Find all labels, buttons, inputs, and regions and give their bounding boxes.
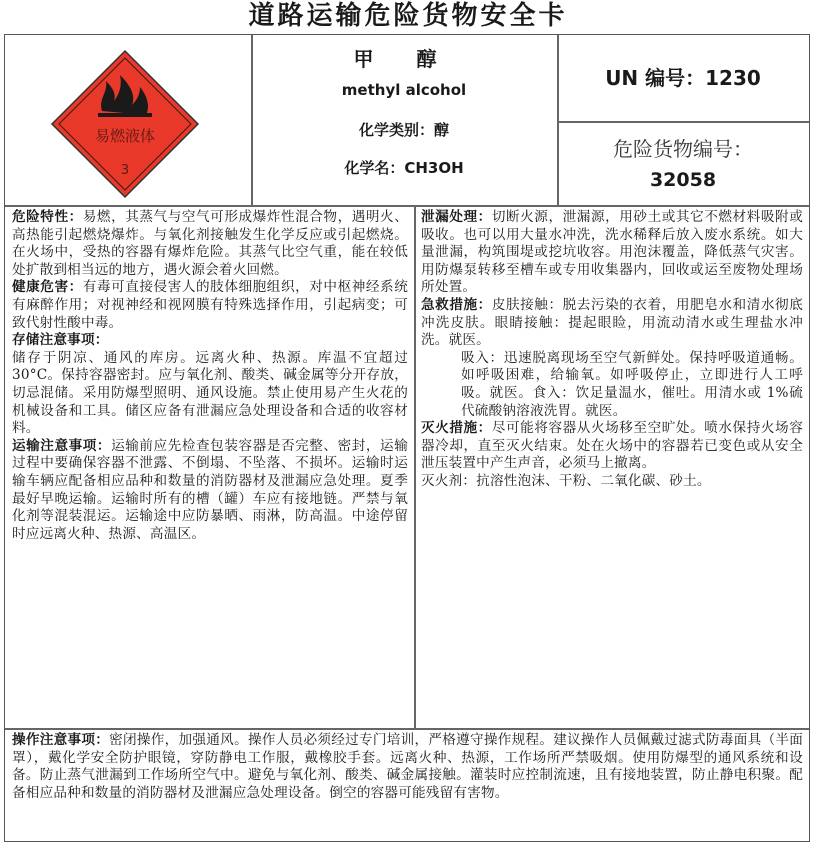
- storage-heading: 存储注意事项：: [12, 332, 109, 349]
- chemical-name-en: methyl alcohol: [341, 81, 467, 99]
- fire-section: [421, 420, 803, 473]
- firstaid-heading: 急救措施：: [421, 296, 492, 313]
- health-section: [12, 279, 408, 332]
- operation-text: 密闭操作，加强通风。操作人员必须经过专门培训，严格遵守操作规程。建议操作人员佩戴过滤式防毒面具（半面罩），戴化学安全防护眼镜，穿防静电工作服，戴橡胶手套。远离火种、热源，工作场所严禁吸烟。使用防爆型的通风系统和设备。防止蒸气泄漏到工作场所空气中。避免与氧化剂、酸类、碱金属接触。灌装时应控制流速，且有接地装置，防止静电积聚。配备相应品种和数量的消防器材及泄漏应急处理设备。倒空的容器可能残留有害物。: [12, 732, 803, 801]
- chemical-name-cn: 甲 醇: [353, 47, 455, 71]
- leak-section: [421, 209, 803, 297]
- firstaid-section: [421, 297, 803, 350]
- left-column: [5, 205, 414, 728]
- firstaid-inhale-section: [421, 350, 803, 420]
- safety-card: [4, 34, 810, 842]
- extinguish-text: 灭火剂：抗溶性泡沫、干粉、二氧化碳、砂土。: [421, 472, 711, 489]
- dg-label: 危险货物编号：: [613, 137, 753, 161]
- hazard-label: 易燃液体: [94, 127, 155, 145]
- un-number: UN 编号：1230: [605, 66, 761, 90]
- operation-heading: 操作注意事项：: [12, 732, 110, 748]
- hazard-class-number: 3: [120, 163, 130, 178]
- health-text: 有毒可直接侵害人的肢体细胞组织，对中枢神经系统有麻醉作用；对视神经和视网膜有特殊选择作用，引起病变；可致代射性酸中毒。: [12, 279, 408, 331]
- operation-section: [5, 728, 809, 841]
- leak-heading: 泄漏处理：: [421, 209, 492, 225]
- storage-text: 储存于阴凉、通风的库房。远离火种、热源。库温不宜超过 30°C。保持容器密封。应与氧化剂、酸类、碱金属等分开存放，切忌混储。采用防爆型照明、通风设施。禁止使用易产生火花的机械设备和工具。储区应备有泄漏应急处理设备和合适的收容材料。: [12, 349, 408, 437]
- hazard-sign: [5, 35, 251, 205]
- transport-section: [12, 438, 408, 544]
- extinguish-section: [421, 473, 803, 491]
- danger-heading: 危险特性：: [12, 209, 83, 225]
- fire-heading: 灭火措施：: [421, 420, 492, 437]
- health-heading: 健康危害：: [12, 279, 83, 296]
- page-title: 道路运输危险货物安全卡: [248, 1, 568, 31]
- chemical-formula: 化学名：CH3OH: [344, 159, 464, 177]
- fire-text: 尽可能将容器从火场移至空旷处。喷水保持火场容器冷却，直至灭火结束。处在火场中的容器若已变色或从安全泄压装置中产生声音，必须马上撤离。: [421, 420, 803, 472]
- firstaid-inhale-text: 吸入：迅速脱离现场至空气新鲜处。保持呼吸道通畅。如呼吸困难，给输氧。如呼吸停止，立即进行人工呼吸。就医。食入：饮足量温水，催吐。用清水或 1%硫代硫酸钠溶液洗胃。就医。: [461, 349, 803, 419]
- leak-text: 切断火源，泄漏源，用砂土或其它不燃材料吸附或吸收。也可以用大量水冲洗，洗水稀释后放入废水系统。如大量泄漏，构筑围堤或挖坑收容。用泡沫覆盖，降低蒸气灾害。用防爆泵转移至槽车或专用收集器内，回收或运至废物处理场所处置。: [421, 209, 803, 296]
- dg-number: 32058: [649, 169, 717, 191]
- chemical-category: 化学类别：醇: [358, 121, 449, 139]
- transport-heading: 运输注意事项：: [12, 437, 112, 454]
- firstaid-text: 皮肤接触：脱去污染的衣着，用肥皂水和清水彻底冲洗皮肤。眼睛接触：提起眼睑，用流动清水或生理盐水冲洗。就医。: [421, 296, 803, 349]
- danger-text: 易燃，其蒸气与空气可形成爆炸性混合物，遇明火、高热能引起燃烧爆炸。与氧化剂接触发生化学反应或引起燃烧。在火场中，受热的容器有爆炸危险。其蒸气比空气重，能在较低处扩散到相当远的地方，遇火源会着火回燃。: [12, 209, 408, 278]
- chemical-identity: [251, 35, 557, 205]
- danger-section: [12, 209, 408, 279]
- dangerous-goods-number: [557, 121, 809, 205]
- right-column: [414, 205, 809, 728]
- storage-section: [12, 332, 408, 438]
- transport-text: 运输前应先检查包装容器是否完整、密封，运输过程中要确保容器不泄露、不倒塌、不坠落、不损坏。运输时运输车辆应配备相应品种和数量的消防器材及泄漏应急处理。夏季最好早晚运输。运输时所有的槽（罐）车应有接地链。严禁与氧化剂等混装混运。运输途中应防暴晒、雨淋，防高温。中途停留时应远离火种、热源、高温区。: [12, 437, 408, 542]
